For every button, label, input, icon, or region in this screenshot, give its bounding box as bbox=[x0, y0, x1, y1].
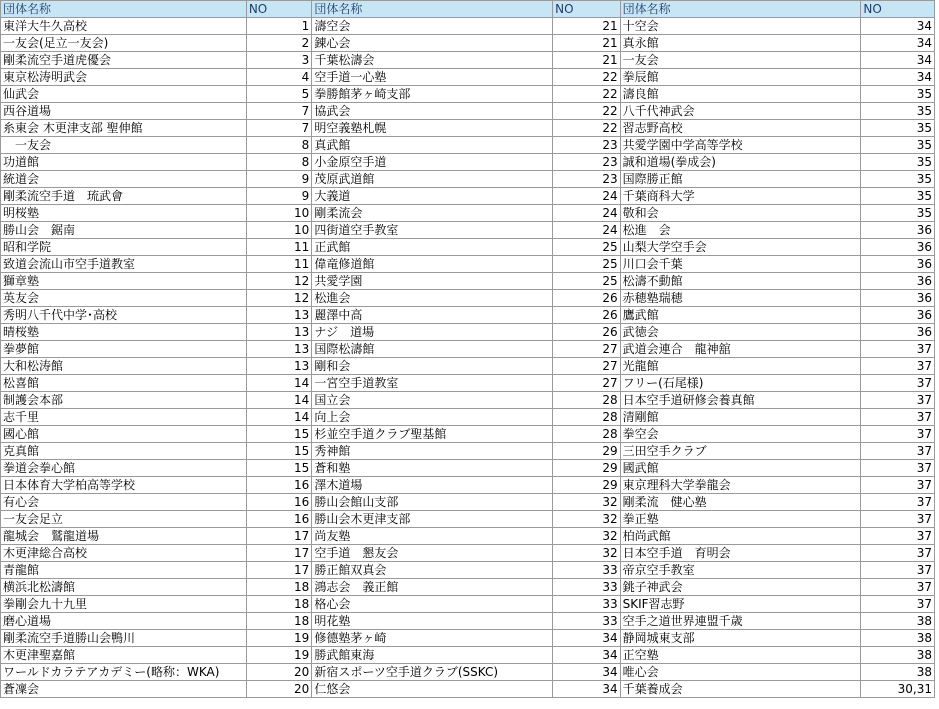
club-name-cell[interactable]: 共愛学園中学高等学校 bbox=[620, 137, 861, 154]
club-name-cell[interactable]: 勝山会木更津支部 bbox=[312, 511, 553, 528]
club-no-cell[interactable]: 32 bbox=[553, 545, 621, 562]
club-name-cell[interactable]: 唯心会 bbox=[620, 664, 861, 681]
club-name-cell[interactable]: 国立会 bbox=[312, 392, 553, 409]
club-no-cell[interactable]: 37 bbox=[861, 579, 935, 596]
club-name-cell[interactable]: 克真館 bbox=[1, 443, 247, 460]
club-name-cell[interactable]: 千葉商科大学 bbox=[620, 188, 861, 205]
club-name-cell[interactable]: ワールドカラテアカデミー(略称：WKA) bbox=[1, 664, 247, 681]
club-no-cell[interactable]: 9 bbox=[246, 188, 311, 205]
club-name-cell[interactable]: 武道会連合 龍神舘 bbox=[620, 341, 861, 358]
club-no-cell[interactable]: 29 bbox=[553, 443, 621, 460]
club-no-cell[interactable]: 26 bbox=[553, 324, 621, 341]
club-no-cell[interactable]: 1 bbox=[246, 18, 311, 35]
table-row bbox=[1, 86, 935, 103]
club-name-cell[interactable]: 日本空手道 育明会 bbox=[620, 545, 861, 562]
club-name-cell[interactable]: 大義道 bbox=[312, 188, 553, 205]
club-name-cell[interactable]: 國心館 bbox=[1, 426, 247, 443]
header-no-cell[interactable]: NO bbox=[861, 1, 935, 18]
club-name-cell[interactable]: 明空義塾札幌 bbox=[312, 120, 553, 137]
club-no-cell[interactable]: 26 bbox=[553, 290, 621, 307]
table-row bbox=[1, 647, 935, 664]
table-row bbox=[1, 18, 935, 35]
club-no-cell[interactable]: 32 bbox=[553, 511, 621, 528]
club-no-cell[interactable]: 20 bbox=[246, 681, 311, 698]
header-no-cell[interactable]: NO bbox=[553, 1, 621, 18]
club-no-cell[interactable]: 36 bbox=[861, 256, 935, 273]
club-name-cell[interactable]: 松進 会 bbox=[620, 222, 861, 239]
club-no-cell[interactable]: 28 bbox=[553, 426, 621, 443]
club-name-cell[interactable]: 横浜北松濤館 bbox=[1, 579, 247, 596]
club-no-cell[interactable]: 28 bbox=[553, 409, 621, 426]
table-row bbox=[1, 664, 935, 681]
club-no-cell[interactable]: 19 bbox=[246, 630, 311, 647]
club-name-cell[interactable]: 蒼凜会 bbox=[1, 681, 247, 698]
club-name-cell[interactable]: 鷹武館 bbox=[620, 307, 861, 324]
club-no-cell[interactable]: 38 bbox=[861, 664, 935, 681]
club-name-cell[interactable]: 正空塾 bbox=[620, 647, 861, 664]
club-name-cell[interactable]: 青龍館 bbox=[1, 562, 247, 579]
club-no-cell[interactable]: 33 bbox=[553, 579, 621, 596]
club-name-cell[interactable]: 大和松涛館 bbox=[1, 358, 247, 375]
club-name-cell[interactable]: 獅章塾 bbox=[1, 273, 247, 290]
club-no-cell[interactable]: 37 bbox=[861, 562, 935, 579]
club-name-cell[interactable]: 空手之道世界連盟千歳 bbox=[620, 613, 861, 630]
table-row bbox=[1, 545, 935, 562]
club-name-cell[interactable]: 仁悠会 bbox=[312, 681, 553, 698]
club-no-cell[interactable]: 17 bbox=[246, 562, 311, 579]
club-no-cell[interactable]: 29 bbox=[553, 460, 621, 477]
club-name-cell[interactable]: 東洋大牛久高校 bbox=[1, 18, 247, 35]
club-name-cell[interactable]: 制護会本部 bbox=[1, 392, 247, 409]
club-name-cell[interactable]: 協武会 bbox=[312, 103, 553, 120]
club-name-cell[interactable]: 川口会千葉 bbox=[620, 256, 861, 273]
club-name-cell[interactable]: 東京松涛明武会 bbox=[1, 69, 247, 86]
club-no-cell[interactable]: 35 bbox=[861, 171, 935, 188]
club-name-cell[interactable]: 功道館 bbox=[1, 154, 247, 171]
club-no-cell[interactable]: 34 bbox=[861, 35, 935, 52]
club-name-cell[interactable]: 秀神館 bbox=[312, 443, 553, 460]
club-no-cell[interactable]: 24 bbox=[553, 188, 621, 205]
club-name-cell[interactable]: 秀明八千代中学･高校 bbox=[1, 307, 247, 324]
club-no-cell[interactable]: 37 bbox=[861, 426, 935, 443]
club-name-cell[interactable]: 銚子神武会 bbox=[620, 579, 861, 596]
club-name-cell[interactable]: 鴻志会 義正館 bbox=[312, 579, 553, 596]
table-row bbox=[1, 324, 935, 341]
club-no-cell[interactable]: 16 bbox=[246, 494, 311, 511]
club-no-cell[interactable]: 12 bbox=[246, 273, 311, 290]
club-no-cell[interactable]: 36 bbox=[861, 324, 935, 341]
club-name-cell[interactable]: 千葉養成会 bbox=[620, 681, 861, 698]
club-no-cell[interactable]: 8 bbox=[246, 154, 311, 171]
club-no-cell[interactable]: 36 bbox=[861, 307, 935, 324]
club-name-cell[interactable]: 赤穂塾瑞穂 bbox=[620, 290, 861, 307]
table-row bbox=[1, 477, 935, 494]
club-no-cell[interactable]: 13 bbox=[246, 341, 311, 358]
club-name-cell[interactable]: 一友会 bbox=[1, 137, 247, 154]
club-name-cell[interactable]: 錬心会 bbox=[312, 35, 553, 52]
club-no-cell[interactable]: 29 bbox=[553, 477, 621, 494]
club-name-cell[interactable]: 仙武会 bbox=[1, 86, 247, 103]
club-name-cell[interactable]: 柏尚武館 bbox=[620, 528, 861, 545]
club-name-cell[interactable]: 龍城会 鷲龍道場 bbox=[1, 528, 247, 545]
club-no-cell[interactable]: 27 bbox=[553, 375, 621, 392]
club-no-cell[interactable]: 37 bbox=[861, 460, 935, 477]
club-no-cell[interactable]: 27 bbox=[553, 341, 621, 358]
club-no-cell[interactable]: 17 bbox=[246, 545, 311, 562]
club-no-cell[interactable]: 36 bbox=[861, 290, 935, 307]
club-no-cell[interactable]: 36 bbox=[861, 222, 935, 239]
club-name-cell[interactable]: 偉竜修道館 bbox=[312, 256, 553, 273]
sheet-body bbox=[1, 1, 935, 698]
club-no-cell[interactable]: 9 bbox=[246, 171, 311, 188]
club-no-cell[interactable]: 22 bbox=[553, 103, 621, 120]
club-no-cell[interactable]: 21 bbox=[553, 35, 621, 52]
club-name-cell[interactable]: 勝武館東海 bbox=[312, 647, 553, 664]
club-no-cell[interactable]: 15 bbox=[246, 443, 311, 460]
table-row bbox=[1, 511, 935, 528]
header-row bbox=[1, 1, 935, 18]
club-name-cell[interactable]: 松濤不動館 bbox=[620, 273, 861, 290]
club-no-cell[interactable]: 30,31 bbox=[861, 681, 935, 698]
club-no-cell[interactable]: 10 bbox=[246, 205, 311, 222]
club-name-cell[interactable]: 八千代神武会 bbox=[620, 103, 861, 120]
club-no-cell[interactable]: 33 bbox=[553, 562, 621, 579]
club-name-cell[interactable]: 国際松濤館 bbox=[312, 341, 553, 358]
club-no-cell[interactable]: 33 bbox=[553, 596, 621, 613]
table-row bbox=[1, 409, 935, 426]
table-row bbox=[1, 290, 935, 307]
club-name-cell[interactable]: 糸東会 木更津支部 聖伸館 bbox=[1, 120, 247, 137]
club-no-cell[interactable]: 38 bbox=[861, 647, 935, 664]
header-name-cell[interactable]: 団体名称 bbox=[620, 1, 861, 18]
club-no-cell[interactable]: 25 bbox=[553, 239, 621, 256]
club-name-cell[interactable]: 剛柔流空手道虎優会 bbox=[1, 52, 247, 69]
club-name-cell[interactable]: 向上会 bbox=[312, 409, 553, 426]
club-name-cell[interactable]: 西谷道場 bbox=[1, 103, 247, 120]
club-name-cell[interactable]: 拳夢館 bbox=[1, 341, 247, 358]
table-row bbox=[1, 120, 935, 137]
table-row bbox=[1, 256, 935, 273]
table-row bbox=[1, 426, 935, 443]
table-row bbox=[1, 307, 935, 324]
club-name-cell[interactable]: 一友会足立 bbox=[1, 511, 247, 528]
club-name-cell[interactable]: 武徳会 bbox=[620, 324, 861, 341]
club-no-cell[interactable]: 37 bbox=[861, 596, 935, 613]
club-name-cell[interactable]: 松進会 bbox=[312, 290, 553, 307]
header-name-cell[interactable]: 団体名称 bbox=[1, 1, 247, 18]
club-name-cell[interactable]: 千葉松濤会 bbox=[312, 52, 553, 69]
club-no-cell[interactable]: 34 bbox=[553, 681, 621, 698]
table-row bbox=[1, 154, 935, 171]
club-name-cell[interactable]: 濤良館 bbox=[620, 86, 861, 103]
club-name-cell[interactable]: 習志野高校 bbox=[620, 120, 861, 137]
club-name-cell[interactable]: 帝京空手教室 bbox=[620, 562, 861, 579]
club-no-cell[interactable]: 21 bbox=[553, 52, 621, 69]
club-name-cell[interactable]: 三田空手クラブ bbox=[620, 443, 861, 460]
club-name-cell[interactable]: 国際勝正館 bbox=[620, 171, 861, 188]
club-no-cell[interactable]: 23 bbox=[553, 154, 621, 171]
club-name-cell[interactable]: 勝山会館山支部 bbox=[312, 494, 553, 511]
club-name-cell[interactable]: 勝山会 鋸南 bbox=[1, 222, 247, 239]
club-name-cell[interactable]: 真武館 bbox=[312, 137, 553, 154]
club-name-cell[interactable]: 剛柔流空手道勝山会鴨川 bbox=[1, 630, 247, 647]
club-name-cell[interactable]: ナジ 道場 bbox=[312, 324, 553, 341]
table-row bbox=[1, 239, 935, 256]
club-no-cell[interactable]: 3 bbox=[246, 52, 311, 69]
club-no-cell[interactable]: 37 bbox=[861, 494, 935, 511]
club-name-cell[interactable]: 修德塾茅ヶ崎 bbox=[312, 630, 553, 647]
club-no-cell[interactable]: 13 bbox=[246, 324, 311, 341]
club-no-cell[interactable]: 27 bbox=[553, 358, 621, 375]
club-no-cell[interactable]: 8 bbox=[246, 137, 311, 154]
club-no-cell[interactable]: 37 bbox=[861, 409, 935, 426]
club-no-cell[interactable]: 26 bbox=[553, 307, 621, 324]
club-no-cell[interactable]: 24 bbox=[553, 205, 621, 222]
club-name-cell[interactable]: 木更津聖嘉館 bbox=[1, 647, 247, 664]
club-name-cell[interactable]: 剛柔流 健心塾 bbox=[620, 494, 861, 511]
club-name-cell[interactable]: 格心会 bbox=[312, 596, 553, 613]
club-name-cell[interactable]: 杉並空手道クラブ聖基館 bbox=[312, 426, 553, 443]
club-no-cell[interactable]: 37 bbox=[861, 511, 935, 528]
club-name-cell[interactable]: 昭和学院 bbox=[1, 239, 247, 256]
table-row bbox=[1, 613, 935, 630]
club-no-cell[interactable]: 37 bbox=[861, 545, 935, 562]
table-row bbox=[1, 443, 935, 460]
club-no-cell[interactable]: 34 bbox=[553, 664, 621, 681]
club-name-cell[interactable]: 敬和会 bbox=[620, 205, 861, 222]
club-no-cell[interactable]: 11 bbox=[246, 256, 311, 273]
club-name-cell[interactable]: 東京理科大学拳龍会 bbox=[620, 477, 861, 494]
club-no-cell[interactable]: 18 bbox=[246, 596, 311, 613]
table-row bbox=[1, 69, 935, 86]
club-name-cell[interactable]: 明桜塾 bbox=[1, 205, 247, 222]
club-name-cell[interactable]: 明花塾 bbox=[312, 613, 553, 630]
club-no-cell[interactable]: 5 bbox=[246, 86, 311, 103]
club-no-cell[interactable]: 23 bbox=[553, 171, 621, 188]
club-name-cell[interactable]: 拳道会拳心館 bbox=[1, 460, 247, 477]
club-no-cell[interactable]: 18 bbox=[246, 579, 311, 596]
club-no-cell[interactable]: 35 bbox=[861, 154, 935, 171]
club-no-cell[interactable]: 13 bbox=[246, 358, 311, 375]
club-no-cell[interactable]: 37 bbox=[861, 528, 935, 545]
club-no-cell[interactable]: 15 bbox=[246, 460, 311, 477]
club-no-cell[interactable]: 22 bbox=[553, 86, 621, 103]
club-no-cell[interactable]: 14 bbox=[246, 375, 311, 392]
club-name-cell[interactable]: 日本体育大学柏高等学校 bbox=[1, 477, 247, 494]
club-name-cell[interactable]: 空手道 懇友会 bbox=[312, 545, 553, 562]
club-name-cell[interactable]: 剛柔流空手道 琉武會 bbox=[1, 188, 247, 205]
club-no-cell[interactable]: 13 bbox=[246, 307, 311, 324]
club-name-cell[interactable]: 真永館 bbox=[620, 35, 861, 52]
club-name-cell[interactable]: 志千里 bbox=[1, 409, 247, 426]
club-no-cell[interactable]: 37 bbox=[861, 392, 935, 409]
club-name-cell[interactable]: 剛柔流会 bbox=[312, 205, 553, 222]
club-no-cell[interactable]: 36 bbox=[861, 239, 935, 256]
club-no-cell[interactable]: 18 bbox=[246, 613, 311, 630]
club-no-cell[interactable]: 7 bbox=[246, 120, 311, 137]
club-no-cell[interactable]: 34 bbox=[861, 69, 935, 86]
club-no-cell[interactable]: 38 bbox=[861, 630, 935, 647]
table-row bbox=[1, 528, 935, 545]
club-name-cell[interactable]: 光龍館 bbox=[620, 358, 861, 375]
club-no-cell[interactable]: 35 bbox=[861, 103, 935, 120]
club-no-cell[interactable]: 34 bbox=[553, 647, 621, 664]
table-row bbox=[1, 137, 935, 154]
table-row bbox=[1, 681, 935, 698]
table-row bbox=[1, 341, 935, 358]
club-no-cell[interactable]: 34 bbox=[861, 18, 935, 35]
club-name-cell[interactable]: 剛和会 bbox=[312, 358, 553, 375]
club-no-cell[interactable]: 16 bbox=[246, 477, 311, 494]
club-no-cell[interactable]: 22 bbox=[553, 69, 621, 86]
club-no-cell[interactable]: 21 bbox=[553, 18, 621, 35]
club-no-cell[interactable]: 34 bbox=[861, 52, 935, 69]
club-name-cell[interactable]: 英友会 bbox=[1, 290, 247, 307]
club-name-cell[interactable]: 十空会 bbox=[620, 18, 861, 35]
club-no-cell[interactable]: 32 bbox=[553, 494, 621, 511]
club-name-cell[interactable]: 新宿スポーツ空手道クラブ(SSKC) bbox=[312, 664, 553, 681]
club-name-cell[interactable]: 正武館 bbox=[312, 239, 553, 256]
club-name-cell[interactable]: 一宮空手道教室 bbox=[312, 375, 553, 392]
club-no-cell[interactable]: 37 bbox=[861, 477, 935, 494]
club-name-cell[interactable]: 共愛学園 bbox=[312, 273, 553, 290]
club-name-cell[interactable]: 木更津総合高校 bbox=[1, 545, 247, 562]
table-row bbox=[1, 205, 935, 222]
header-no-cell[interactable]: NO bbox=[246, 1, 311, 18]
table-row bbox=[1, 562, 935, 579]
table-row bbox=[1, 392, 935, 409]
club-no-cell[interactable]: 11 bbox=[246, 239, 311, 256]
club-name-cell[interactable]: 一友会 bbox=[620, 52, 861, 69]
club-no-cell[interactable]: 17 bbox=[246, 528, 311, 545]
club-no-cell[interactable]: 38 bbox=[861, 613, 935, 630]
club-name-cell[interactable]: 拳勝館茅ヶ崎支部 bbox=[312, 86, 553, 103]
club-no-cell[interactable]: 25 bbox=[553, 256, 621, 273]
table-row bbox=[1, 103, 935, 120]
club-name-cell[interactable]: 澤木道場 bbox=[312, 477, 553, 494]
club-no-cell[interactable]: 37 bbox=[861, 375, 935, 392]
table-row bbox=[1, 52, 935, 69]
club-name-cell[interactable]: 拳空会 bbox=[620, 426, 861, 443]
club-name-cell[interactable]: 静岡城東支部 bbox=[620, 630, 861, 647]
club-name-cell[interactable]: 有心会 bbox=[1, 494, 247, 511]
club-no-cell[interactable]: 14 bbox=[246, 392, 311, 409]
club-no-cell[interactable]: 37 bbox=[861, 341, 935, 358]
club-name-cell[interactable]: 統道会 bbox=[1, 171, 247, 188]
table-row bbox=[1, 596, 935, 613]
club-no-cell[interactable]: 12 bbox=[246, 290, 311, 307]
club-no-cell[interactable]: 28 bbox=[553, 392, 621, 409]
club-name-cell[interactable]: 國武館 bbox=[620, 460, 861, 477]
club-no-cell[interactable]: 20 bbox=[246, 664, 311, 681]
club-no-cell[interactable]: 25 bbox=[553, 273, 621, 290]
table-row bbox=[1, 460, 935, 477]
club-no-cell[interactable]: 24 bbox=[553, 222, 621, 239]
club-no-cell[interactable]: 14 bbox=[246, 409, 311, 426]
club-no-cell[interactable]: 16 bbox=[246, 511, 311, 528]
club-no-cell[interactable]: 35 bbox=[861, 120, 935, 137]
club-no-cell[interactable]: 19 bbox=[246, 647, 311, 664]
club-name-cell[interactable]: 致道会流山市空手道教室 bbox=[1, 256, 247, 273]
club-name-cell[interactable]: 四街道空手教室 bbox=[312, 222, 553, 239]
club-name-cell[interactable]: 麗澤中高 bbox=[312, 307, 553, 324]
club-no-cell[interactable]: 37 bbox=[861, 358, 935, 375]
club-name-cell[interactable]: SKIF習志野 bbox=[620, 596, 861, 613]
club-name-cell[interactable]: 蒼和塾 bbox=[312, 460, 553, 477]
club-no-cell[interactable]: 36 bbox=[861, 273, 935, 290]
table-row bbox=[1, 171, 935, 188]
table-row bbox=[1, 375, 935, 392]
club-no-cell[interactable]: 7 bbox=[246, 103, 311, 120]
club-name-cell[interactable]: 小金原空手道 bbox=[312, 154, 553, 171]
club-name-cell[interactable]: 清剛館 bbox=[620, 409, 861, 426]
club-no-cell[interactable]: 35 bbox=[861, 137, 935, 154]
club-no-cell[interactable]: 10 bbox=[246, 222, 311, 239]
club-name-cell[interactable]: 尚友塾 bbox=[312, 528, 553, 545]
club-no-cell[interactable]: 15 bbox=[246, 426, 311, 443]
club-no-cell[interactable]: 2 bbox=[246, 35, 311, 52]
club-name-cell[interactable]: 拳剛会九十九里 bbox=[1, 596, 247, 613]
table-row bbox=[1, 188, 935, 205]
club-no-cell[interactable]: 37 bbox=[861, 443, 935, 460]
club-name-cell[interactable]: 誠和道場(拳成会) bbox=[620, 154, 861, 171]
table-row bbox=[1, 273, 935, 290]
table-row bbox=[1, 35, 935, 52]
club-no-cell[interactable]: 4 bbox=[246, 69, 311, 86]
club-no-cell[interactable]: 32 bbox=[553, 528, 621, 545]
club-name-cell[interactable]: 松喜館 bbox=[1, 375, 247, 392]
club-name-cell[interactable]: 茂原武道館 bbox=[312, 171, 553, 188]
table-row bbox=[1, 494, 935, 511]
club-name-cell[interactable]: 空手道一心塾 bbox=[312, 69, 553, 86]
club-name-cell[interactable]: 晴桜塾 bbox=[1, 324, 247, 341]
club-name-cell[interactable]: 濤空会 bbox=[312, 18, 553, 35]
club-name-cell[interactable]: 山梨大学空手会 bbox=[620, 239, 861, 256]
club-name-cell[interactable]: 磨心道場 bbox=[1, 613, 247, 630]
header-name-cell[interactable]: 団体名称 bbox=[312, 1, 553, 18]
table-row bbox=[1, 630, 935, 647]
club-no-cell[interactable]: 23 bbox=[553, 137, 621, 154]
club-name-cell[interactable]: フリー(石尾様) bbox=[620, 375, 861, 392]
table-row bbox=[1, 358, 935, 375]
club-name-cell[interactable]: 拳正塾 bbox=[620, 511, 861, 528]
club-name-cell[interactable]: 一友会(足立一友会) bbox=[1, 35, 247, 52]
club-no-cell[interactable]: 33 bbox=[553, 613, 621, 630]
club-no-cell[interactable]: 35 bbox=[861, 205, 935, 222]
club-no-cell[interactable]: 22 bbox=[553, 120, 621, 137]
table-row bbox=[1, 222, 935, 239]
club-name-cell[interactable]: 拳辰館 bbox=[620, 69, 861, 86]
club-name-cell[interactable]: 日本空手道研修会養真館 bbox=[620, 392, 861, 409]
club-no-cell[interactable]: 34 bbox=[553, 630, 621, 647]
table-row bbox=[1, 579, 935, 596]
club-no-cell[interactable]: 35 bbox=[861, 188, 935, 205]
club-name-cell[interactable]: 勝正館双真会 bbox=[312, 562, 553, 579]
club-no-cell[interactable]: 35 bbox=[861, 86, 935, 103]
